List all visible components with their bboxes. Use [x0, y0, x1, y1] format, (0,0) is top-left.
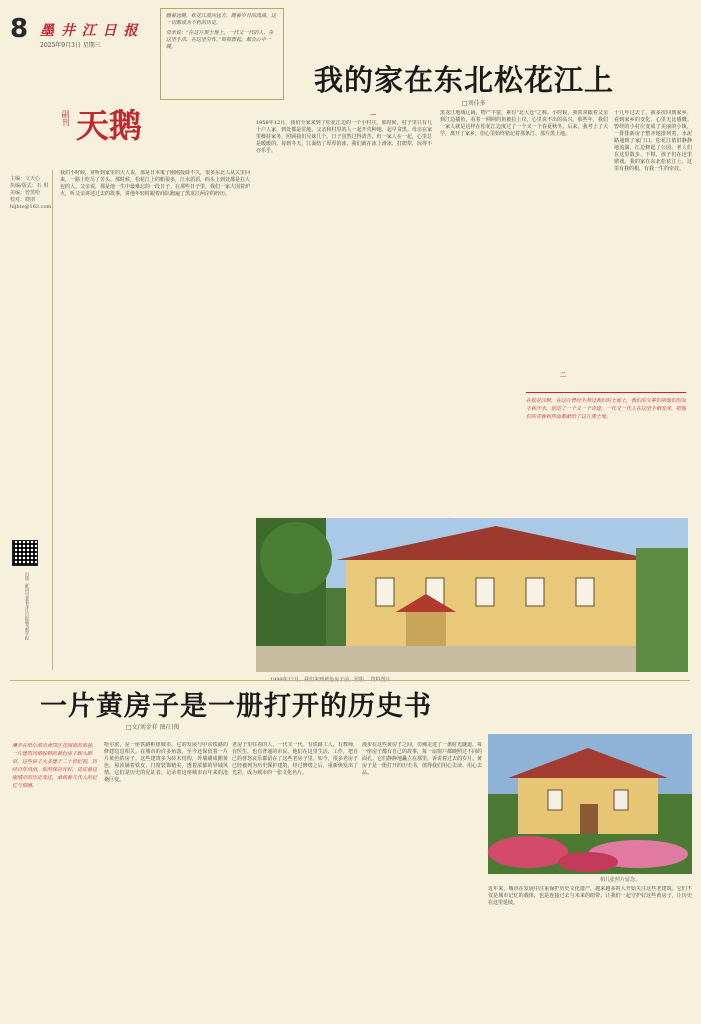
main-article-byline: □刘佳多	[462, 100, 486, 107]
pull-quote: 在松花江畔，在这片曾经生养过我们的土地上，我们的父辈们用他们的双手和汗水，创造了一个又一个奇迹。一代又一代人在这里生根发芽，把他们的青春和热血都献给了这片黑土地。	[526, 392, 686, 498]
editor-line: 主编：文天心	[10, 176, 41, 182]
lower-article-column-1	[104, 742, 228, 1014]
house-with-flowers-photo	[488, 734, 692, 874]
lower-article-column-4	[488, 886, 692, 1014]
main-article-text: 黑龙江地域辽阔，物产丰富，素有“北大仓”之称。小时候，我常常跟着父亲到江边捕鱼，看着一网网的鱼被拉上岸，心里说不出的高兴。那些年，我们一家人就是这样在松花江边度过了一个又一个春夏秋冬。后来，我考上了大学，离开了家乡，但心里始终惦记着那条江、那片黑土地。	[440, 110, 608, 137]
yellow-house-photo	[256, 518, 688, 672]
editor-line: hljbte@163.com	[10, 204, 52, 210]
lower-article-text: 哈尔滨，是一座铁路枢纽城市。它的发展与中东铁路的修建息息相关。在城市的许多角落，至今还保留着一片片黄色的房子。这些建筑多为砖木结构，外墙刷成鹅黄色，屋顶铺着铁皮，门窗装饰精美，透着浓郁的异域风情。它们是历史的见证者，记录着这座城市百年来的沧桑巨变。	[104, 742, 228, 783]
lower-article-column-2	[232, 742, 358, 1014]
lower-article-column-3	[362, 742, 482, 1014]
column-divider	[52, 170, 53, 670]
qr-note: 扫描二维码可查看龙江日报副刊数字报	[25, 572, 30, 640]
page-number: 8	[10, 14, 29, 44]
main-article-column-4	[614, 110, 692, 380]
section-number: 二	[560, 372, 567, 379]
photo-caption: 柏儿张照片留念。	[600, 877, 641, 883]
editor-line: 校对：晓朋	[10, 197, 36, 203]
lower-article-text: 近年来，城市在发展中注重保护历史文化遗产，越来越多的人开始关注这些老建筑。它们不仅是城市记忆的载体，也是连接过去与未来的纽带。让我们一起守护好这些黄房子，让历史在这里延续。	[488, 886, 692, 906]
lower-article-text: 漫步在这些黄房子之间，仿佛走进了一条时光隧道。每一座房子都有自己的故事，每一扇窗户都映照过不同的面孔。它们静静地矗立在那里，诉说着过去的岁月。黄房子是一册打开的历史书，值得我们用心去读、用心去品。	[362, 742, 482, 776]
editor-line: 执编/版式：石 琪	[10, 183, 49, 189]
main-article-column-2	[256, 120, 432, 510]
column-label: 天鹅	[76, 106, 142, 145]
main-article-title: 我的家在东北松花江上	[314, 63, 615, 97]
section-number: 一	[370, 112, 377, 119]
issue-date: 2025年9月3日 星期三	[40, 42, 101, 49]
column-sub-label: 副刊	[61, 110, 70, 126]
intro-quote-paragraph: 母亲说：“在这片黑土地上，一代又一代的人，在这里生活、在这里劳作。”每每想起，都会心中一暖。	[166, 30, 274, 50]
newspaper-masthead: 墨 井 江 日 报	[40, 23, 139, 39]
lower-article-title: 一片黄房子是一册打开的历史书	[40, 691, 432, 722]
main-article-column-1	[60, 170, 250, 510]
lower-article-byline: □文/刘金祥 图/日俊	[126, 724, 180, 731]
lower-article-text: 老房子里住着的人，一代又一代。有铁路工人，有教师，有医生，也有普通的市民。他们在这里生活、工作，把自己的喜怒哀乐都留在了这些老房子里。如今，很多老房子已经被列为历史保护建筑，经过修缮之后，重新焕发出了光彩，成为城市的一张文化名片。	[232, 742, 358, 776]
editor-line: 美编：曾黑哈	[10, 190, 41, 196]
intro-quote-paragraph: 随着远眺，松花江流向远方，随着岁月的流淌，这一切都成为不朽的历史。	[166, 13, 277, 26]
editor-credits	[10, 176, 51, 211]
qr-code[interactable]	[12, 540, 38, 566]
lower-article-intro: 漫步在哈尔滨市南岗区花园街的街巷，一片建筑风格独特的黄色房子映入眼帘。这些房子大多建于二十世纪初，历经百年风雨，依然保存完好，见证着这座城市的历史变迁，承载着几代人的记忆与情感。	[12, 743, 98, 789]
intro-quote-box	[160, 8, 284, 100]
main-article-text: 1958年12月，我们全家来到了松花江边的一个小村庄。那时候，村子里只有几十户人家，到处都是荒地。父亲和村里的人一起开荒种地，起早贪黑。母亲在家里操持家务，照顾我们兄妹几个。日子虽然过得清苦，但一家人在一起，心里总是暖暖的。每到冬天，江面结了厚厚的冰，我们就在冰上滑冰、打爬犁，玩得不亦乐乎。	[256, 120, 432, 154]
section-divider	[10, 680, 690, 681]
main-article-text: 十几年过去了，我多次回到家乡，看到家乡的变化，心里无比感慨。曾经的小村庄变成了美丽的小镇，一排排新房子整齐地排列着，水泥路通到了家门口。松花江依旧静静地流淌，江边修起了公园，老人们在这里散步、下棋，孩子们在这里嬉戏。我的家在东北松花江上，这里有我的根，有我一生的牵挂。	[614, 110, 692, 172]
main-article-text: 我们小时候，常听到家里的大人说，那是日本鬼子刚刚投降不久，很多东北人从关里回来，一路上吃尽了苦头。那时候，松花江上的船很多，江水滔滔，码头上到处都是扛大包的人。父亲说，那是他一生中最难忘的一段日子。在那些日子里，我们一家人围着炉火，听父亲讲述过去的故事，讲他年轻时跟着商队跑遍了黑龙江两岸的经历。	[60, 170, 250, 197]
